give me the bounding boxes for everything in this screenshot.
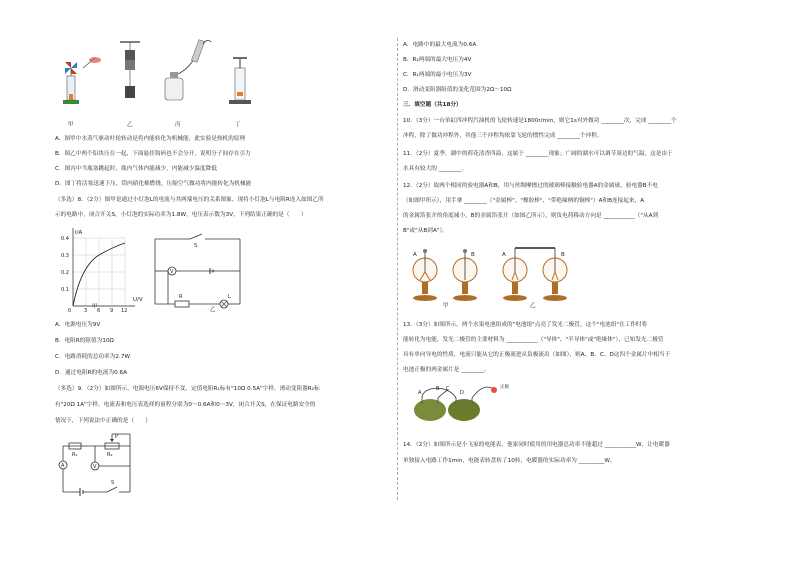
graph-xlabel: U/V xyxy=(133,297,143,303)
electroscope-label-b2: B xyxy=(561,252,565,258)
q9-line-1: （多选）9．（2分）如图所示，电源电压6V保持不变，定值电阻R₁标有"10Ω 0.5A"字样，滑动变阻器R₂标 xyxy=(55,386,320,392)
ytick-4: 0.1 xyxy=(61,287,69,293)
q9-line-3: 情况下，下列说法中正确的是（ ） xyxy=(55,418,151,424)
q14-line-1: 14．（2分）如图所示是小飞家的电能表，他家同时使用的用电器总功率不能超过 ___________W，让电暖器 xyxy=(403,442,670,448)
q7-option-b: B．图乙中两个铅块压在一起，下面悬挂钩码也不会分开，说明分子间存在引力 xyxy=(55,151,251,157)
ytick-1: 0.4 xyxy=(61,236,69,242)
ytick-3: 0.2 xyxy=(61,270,69,276)
section-title: 三．填空题（共18分） xyxy=(403,102,462,108)
circuit1-r-label: R xyxy=(179,294,183,300)
xtick-9: 9 xyxy=(110,308,114,314)
circuit1-l-label: L xyxy=(228,294,231,300)
xtick-0: 0 xyxy=(68,308,72,314)
circuit2-ammeter-label: A xyxy=(61,463,65,469)
electroscope-caption-yi: 乙 xyxy=(530,303,536,309)
circuit2-r1-label: R₁ xyxy=(72,452,78,458)
pic-label-jia: 甲 xyxy=(68,122,74,128)
iu-graph xyxy=(55,226,145,314)
circuit2-p-label: P xyxy=(115,434,119,440)
xtick-3: 3 xyxy=(84,308,88,314)
xtick-6: 6 xyxy=(97,308,101,314)
circuit2-s-label: S xyxy=(111,480,115,486)
q12-line-4: B"或"从B到A"）。 xyxy=(403,228,448,234)
apparatus-jia xyxy=(63,57,101,104)
xtick-12: 12 xyxy=(121,308,128,314)
apparatus-yi xyxy=(120,42,140,98)
q11-line-2: 水具有较大的 ________。 xyxy=(403,166,468,172)
q12-line-3: 的金属箔张开的角度减小，B的金属箔张开（如图乙所示），则负电荷移动方向是 ___________（"从A到 xyxy=(403,213,659,219)
q11-line-1: 11．（2分）夏季，湖中的荷花清香四溢，这属于 ________现象；广阔的湖水可以调节周边的气温，这是由于 xyxy=(403,151,673,157)
q7-option-c: C．图丙中当瓶塞跳起时，瓶内气体内能减少，内能减少温度降低 xyxy=(55,166,217,172)
electroscope-illustration xyxy=(405,242,595,312)
q8-line-1: （多选）8．（2分）图甲是通过小灯泡L的电流与其两端电压的关系图象，现将小灯泡L与电阻R连入如图乙所 xyxy=(55,197,324,203)
ytick-2: 0.3 xyxy=(61,253,69,259)
graph-caption: 甲 xyxy=(92,304,98,310)
fruit-label-positive: 正极 xyxy=(500,385,509,390)
q8-option-b: B．电阻R的阻值为10Ω xyxy=(55,338,114,344)
q9-option-a: A．电路中的最大电流为0.6A xyxy=(403,42,477,48)
fruit-label-b: B xyxy=(436,386,440,392)
q8-option-c: C．电路消耗的总功率为2.7W xyxy=(55,354,131,360)
graph-ylabel: I/A xyxy=(75,230,83,236)
circuit2-voltmeter-label: V xyxy=(93,464,97,470)
column-divider xyxy=(397,38,398,500)
circuit2-r2-label: R₂ xyxy=(107,452,113,458)
q9-option-d: D．滑动变阻器阻值的变化范围为2Ω～10Ω xyxy=(403,87,512,93)
q7-option-a: A．图甲中水蒸气驱动叶轮转动是将内能转化为机械能，此实验是热机的原理 xyxy=(55,136,246,142)
pic-label-yi: 乙 xyxy=(127,122,133,128)
fruit-label-a: A xyxy=(418,390,422,396)
q8-line-2: 示的电路中，闭合开关S，小灯泡的实际功率为1.8W，电压表示数为3V，下列结果正确的是（ ） xyxy=(55,212,307,218)
q14-line-2: 单独接入电路工作1min，电能表转盘转了10转，电暖器的实际功率为 _________W。 xyxy=(403,458,616,464)
q12-line-1: 12．（2分）取两个相同的验电器A和B，用与丝绸摩擦过的玻璃棒接触验电器A的金属球，验电器B不电 xyxy=(403,183,658,189)
fruit-label-d: D xyxy=(460,390,464,396)
experiment-illustrations xyxy=(55,38,275,128)
q9-option-b: B．R₂两端的最大电压为4V xyxy=(403,57,472,63)
q7-option-d: D．图丁将活塞迅速下压，筒内硝化棉燃烧，压缩空气做功将内能转化为机械能 xyxy=(55,181,252,187)
apparatus-bing xyxy=(165,40,211,100)
apparatus-ding xyxy=(229,58,251,104)
circuit1-voltmeter-label: V xyxy=(170,269,174,275)
q13-line-1: 13．（3分）如图所示，两个水果电池组成的"电池组"点亮了发光二极管，这个"电池组"在工作时将 xyxy=(403,322,648,328)
q9-line-2: 有"20Ω 1A"字样，电流表和电压表选择的量程分别为0～0.6A和0～3V，闭合开关S，在保证电路安全的 xyxy=(55,402,316,408)
q9-option-c: C．R₁两端的最小电压为3V xyxy=(403,72,472,78)
electroscope-label-a2: A xyxy=(502,252,506,258)
electroscope-label-b1: B xyxy=(471,252,475,258)
circuit1-caption: 乙 xyxy=(210,307,216,313)
q8-option-d: D．通过电阻R的电流为0.6A xyxy=(55,370,128,376)
circuit1-s-label: S xyxy=(194,243,198,249)
pic-label-ding: 丁 xyxy=(235,122,241,128)
q13-line-3: 具有单向导电的性质，电流只能从它的正极流进从负极流出（如图），则A、B、C、D这四个金属片中相当于 xyxy=(403,352,671,358)
circuit-diagram-q9 xyxy=(55,432,140,497)
circuit-diagram-yi xyxy=(150,234,250,314)
pic-label-bing: 丙 xyxy=(175,122,181,128)
fruit-battery-illustration xyxy=(408,378,518,424)
q13-line-2: 能转化为电能，发光二极管的主要材料为 ___________（"导体"、"半导体"或"绝缘体"），已知发光二极管 xyxy=(403,337,664,343)
q10-line-2: 冲程，除了做功冲程外，其他三个冲程均依靠飞轮的惯性完成 ________个冲程。 xyxy=(403,133,603,139)
electroscope-label-a1: A xyxy=(413,252,417,258)
q13-line-4: 电池正极的两金属片是 ________。 xyxy=(403,367,490,373)
q12-line-2: （如图甲所示），用手拿 ________（"金属棒"、"橡胶棒"、"带绝缘柄的铜棒"）A和B连接起来，A xyxy=(403,198,645,204)
q10-line-1: 10．（3分）一台单缸四冲程汽油机的飞轮转速是1800r/min，则它1s对外做功 ________次，完成 ________个 xyxy=(403,118,677,124)
electroscope-caption-jia: 甲 xyxy=(443,303,449,309)
fruit-label-c: C xyxy=(446,386,450,392)
q8-option-a: A．电源电压为9V xyxy=(55,322,101,328)
